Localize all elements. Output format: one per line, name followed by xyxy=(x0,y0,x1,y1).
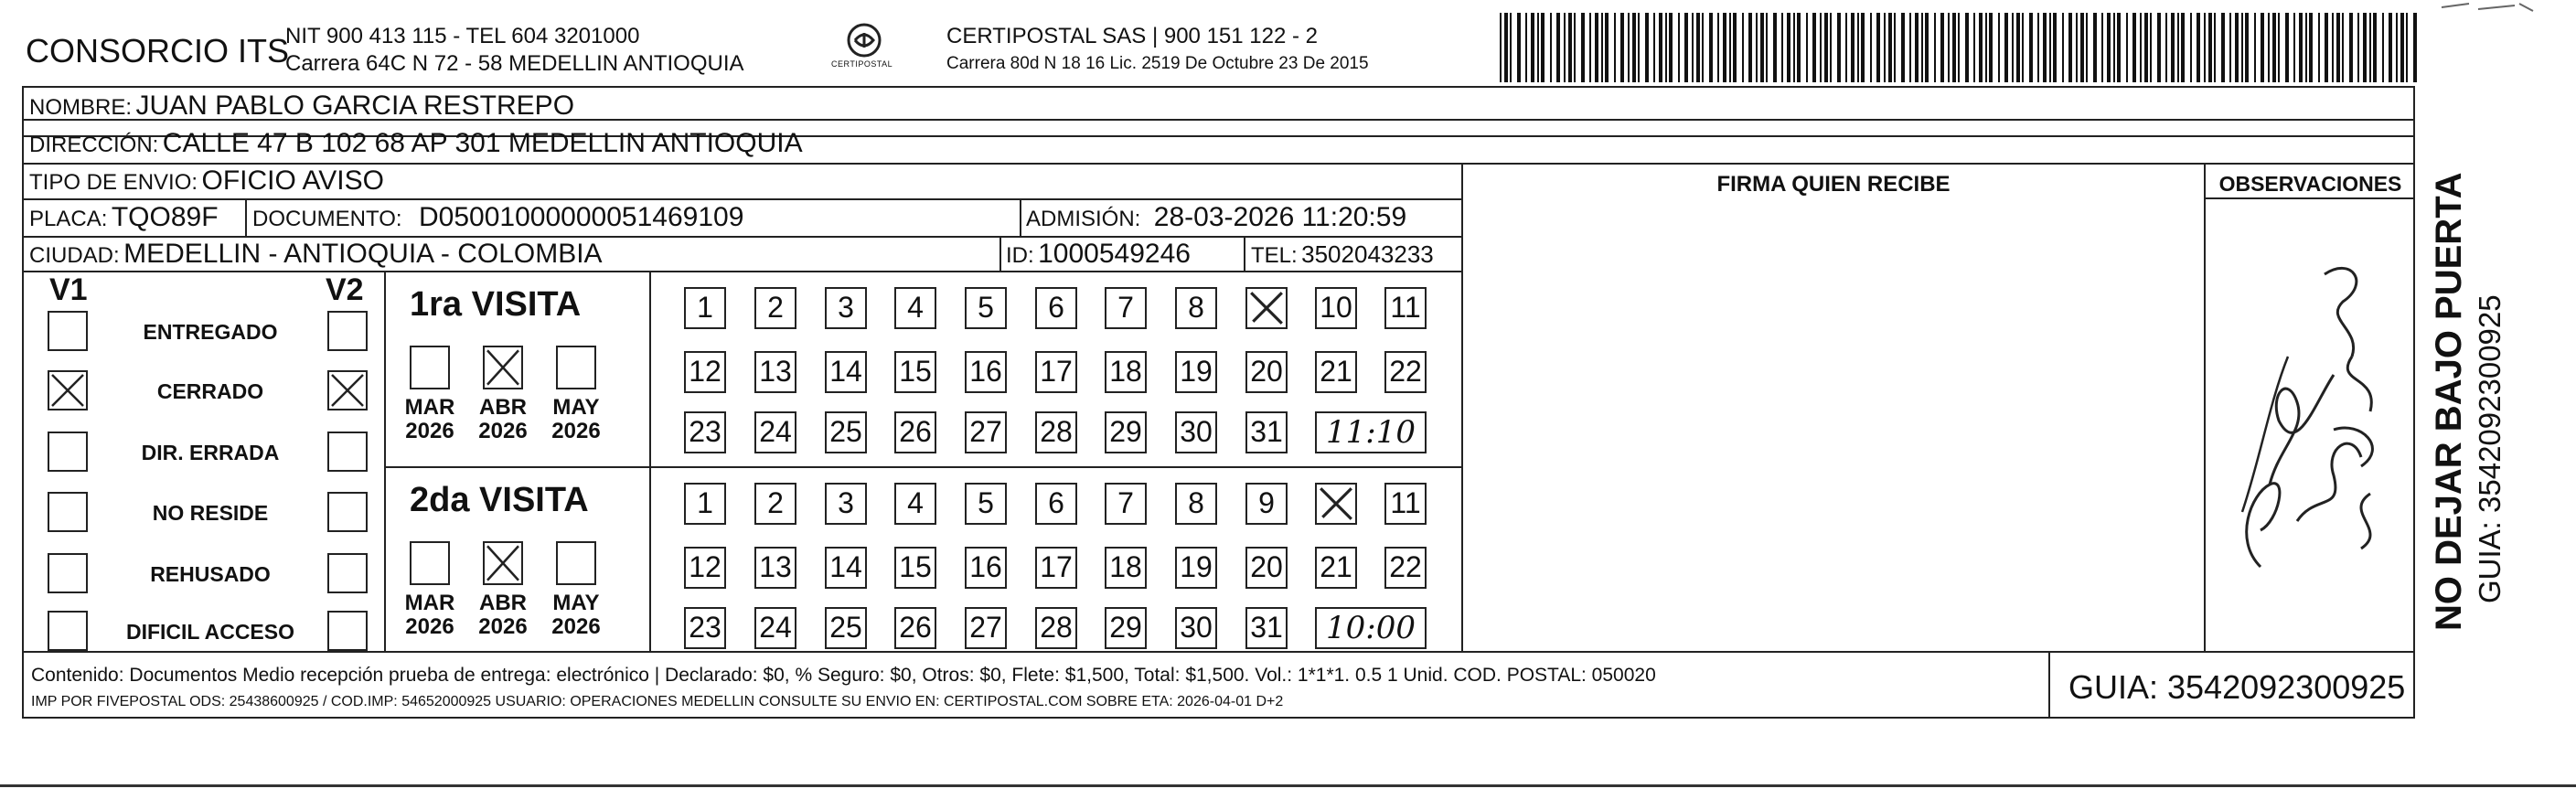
tel-value: 3502043233 xyxy=(1301,240,1434,268)
day-cell[interactable]: 17 xyxy=(1035,351,1077,393)
nombre-label: NOMBRE: xyxy=(29,95,133,120)
day-cell[interactable]: 10 xyxy=(1315,287,1357,329)
day-cell[interactable]: 15 xyxy=(894,351,936,393)
observaciones-header: OBSERVACIONES xyxy=(2218,172,2402,196)
status-v2-checkbox[interactable] xyxy=(327,311,368,351)
visit-time: 10:00 xyxy=(1326,610,1416,646)
status-v1-checkbox[interactable] xyxy=(48,611,88,651)
status-v1-checkbox[interactable] xyxy=(48,370,88,410)
day-cell[interactable]: 5 xyxy=(965,483,1007,525)
day-cell[interactable]: 25 xyxy=(825,411,867,453)
month-year: 2026 xyxy=(405,614,454,639)
side-warning: NO DEJAR BAJO PUERTA xyxy=(2429,172,2469,631)
day-cell[interactable]: 9 xyxy=(1245,483,1288,525)
day-cell[interactable]: 1 xyxy=(684,287,726,329)
month-year: 2026 xyxy=(478,419,528,443)
admision-value: 28-03-2026 11:20:59 xyxy=(1153,202,1407,232)
day-cell[interactable]: 4 xyxy=(894,483,936,525)
day-cell[interactable]: 22 xyxy=(1384,547,1427,589)
direccion-value: CALLE 47 B 102 68 AP 301 MEDELLIN ANTIOQUIA xyxy=(162,128,803,158)
day-cell[interactable]: 8 xyxy=(1175,287,1217,329)
visit-time: 11:10 xyxy=(1326,414,1416,451)
side-guia: GUIA: 3542092300925 xyxy=(2473,294,2507,603)
month-year: 2026 xyxy=(551,614,601,639)
day-cell[interactable]: 15 xyxy=(894,547,936,589)
day-cell[interactable]: 14 xyxy=(825,547,867,589)
month-year: 2026 xyxy=(405,419,454,443)
day-cell[interactable]: 18 xyxy=(1105,547,1147,589)
status-v1-checkbox[interactable] xyxy=(48,553,88,593)
v1-header: V1 xyxy=(49,272,88,307)
footer-guia: GUIA: 3542092300925 xyxy=(2068,668,2406,706)
day-cell[interactable]: 16 xyxy=(965,351,1007,393)
check-mark-icon xyxy=(485,543,521,583)
v2-header: V2 xyxy=(326,272,364,307)
day-cell[interactable]: 26 xyxy=(894,607,936,649)
firma-area[interactable] xyxy=(1463,201,2202,649)
scan-marks xyxy=(2432,0,2542,18)
day-cell[interactable]: 20 xyxy=(1245,351,1288,393)
month-checkbox[interactable] xyxy=(483,346,523,389)
status-v1-checkbox[interactable] xyxy=(48,432,88,472)
check-mark-icon xyxy=(329,372,366,409)
month-checkbox[interactable] xyxy=(410,346,450,389)
month-checkbox[interactable] xyxy=(483,541,523,585)
month-year: 2026 xyxy=(551,419,601,443)
month-checkbox[interactable] xyxy=(410,541,450,585)
day-cell[interactable]: 6 xyxy=(1035,483,1077,525)
status-label: REHUSADO xyxy=(150,562,271,586)
certipostal-logo xyxy=(828,20,901,75)
day-cell[interactable]: 30 xyxy=(1175,411,1217,453)
month-label: MAR xyxy=(404,591,455,615)
day-cell[interactable]: 3 xyxy=(825,483,867,525)
month-year: 2026 xyxy=(478,614,528,639)
month-label: MAY xyxy=(552,591,600,615)
status-v1-checkbox[interactable] xyxy=(48,492,88,532)
visit-title: 2da VISITA xyxy=(410,481,589,519)
day-cell[interactable] xyxy=(1245,287,1288,329)
day-cell[interactable]: 19 xyxy=(1175,547,1217,589)
day-cell[interactable]: 17 xyxy=(1035,547,1077,589)
status-v2-checkbox[interactable] xyxy=(327,553,368,593)
status-v2-checkbox[interactable] xyxy=(327,611,368,651)
day-cell[interactable]: 8 xyxy=(1175,483,1217,525)
certipostal-line1: CERTIPOSTAL SAS | 900 151 122 - 2 xyxy=(946,24,1318,48)
day-cell[interactable]: 1 xyxy=(684,483,726,525)
check-mark-icon xyxy=(485,347,521,388)
day-cell[interactable]: 14 xyxy=(825,351,867,393)
status-label: DIR. ERRADA xyxy=(141,441,280,464)
day-cell[interactable]: 6 xyxy=(1035,287,1077,329)
observaciones-signature xyxy=(2206,219,2414,640)
day-cell[interactable]: 22 xyxy=(1384,351,1427,393)
day-cell[interactable]: 18 xyxy=(1105,351,1147,393)
day-cell[interactable]: 13 xyxy=(754,351,796,393)
day-cell[interactable]: 24 xyxy=(754,607,796,649)
visit-title: 1ra VISITA xyxy=(410,285,582,324)
month-label: MAR xyxy=(404,395,455,420)
day-cell[interactable]: 4 xyxy=(894,287,936,329)
ciudad-label: CIUDAD: xyxy=(29,243,120,268)
status-label: ENTREGADO xyxy=(143,320,278,344)
day-cell[interactable]: 23 xyxy=(684,411,726,453)
day-cell[interactable]: 12 xyxy=(684,547,726,589)
day-cell[interactable] xyxy=(1315,483,1357,525)
status-label: DIFICIL ACCESO xyxy=(125,620,294,644)
day-cell[interactable]: 7 xyxy=(1105,483,1147,525)
day-cell[interactable]: 31 xyxy=(1245,607,1288,649)
day-cell[interactable]: 12 xyxy=(684,351,726,393)
id-value: 1000549246 xyxy=(1038,239,1191,269)
time-box[interactable] xyxy=(1315,607,1427,649)
month-label: MAY xyxy=(552,395,600,420)
day-cell[interactable]: 24 xyxy=(754,411,796,453)
certipostal-line2: Carrera 80d N 18 16 Lic. 2519 De Octubre 23 De 2015 xyxy=(946,54,1369,73)
status-v2-checkbox[interactable] xyxy=(327,432,368,472)
status-v2-checkbox[interactable] xyxy=(327,370,368,410)
day-cell[interactable]: 11 xyxy=(1384,483,1427,525)
status-v2-checkbox[interactable] xyxy=(327,492,368,532)
firma-header: FIRMA QUIEN RECIBE xyxy=(1716,172,1951,197)
documento-label: DOCUMENTO: xyxy=(252,207,402,231)
logo-text: CERTIPOSTAL xyxy=(831,59,893,69)
nombre-value: JUAN PABLO GARCIA RESTREPO xyxy=(135,91,575,121)
day-cell[interactable]: 27 xyxy=(965,607,1007,649)
status-v1-checkbox[interactable] xyxy=(48,311,88,351)
check-mark-icon xyxy=(49,372,86,409)
status-label: NO RESIDE xyxy=(152,501,269,525)
day-cell[interactable]: 11 xyxy=(1384,287,1427,329)
day-cell[interactable]: 31 xyxy=(1245,411,1288,453)
day-cell[interactable]: 19 xyxy=(1175,351,1217,393)
day-cell[interactable]: 28 xyxy=(1035,411,1077,453)
day-cell[interactable]: 27 xyxy=(965,411,1007,453)
direccion-label: DIRECCIÓN: xyxy=(29,133,159,157)
check-mark-icon xyxy=(1247,289,1286,327)
day-cell[interactable]: 13 xyxy=(754,547,796,589)
day-cell[interactable]: 20 xyxy=(1245,547,1288,589)
footer-line1: Contenido: Documentos Medio recepción prueba de entrega: electrónico | Declarado: $0, % Seguro: $0, Otros: $0, Flete: $1,500, Total: $1,500. Vol.: 1*1*1. 0.5 1 Unid. COD. POSTAL: 050020 xyxy=(31,665,1656,686)
placa-label: PLACA: xyxy=(29,207,108,231)
day-cell[interactable]: 2 xyxy=(754,287,796,329)
time-box[interactable] xyxy=(1315,411,1427,453)
footer-line2: IMP POR FIVEPOSTAL ODS: 25438600925 / COD.IMP: 54652000925 USUARIO: OPERACIONES MEDELLIN CONSULTE SU ENVIO EN: CERTIPOSTAL.COM SOBRE ETA: 2026-04-01 D+2 xyxy=(31,694,1284,709)
company-name: CONSORCIO ITS xyxy=(26,32,290,69)
tel-label: TEL: xyxy=(1251,243,1298,268)
day-cell[interactable]: 3 xyxy=(825,287,867,329)
day-cell[interactable]: 2 xyxy=(754,483,796,525)
day-cell[interactable]: 7 xyxy=(1105,287,1147,329)
placa-value: TQO89F xyxy=(111,202,219,232)
id-label: ID: xyxy=(1006,243,1034,268)
month-label: ABR xyxy=(479,395,527,420)
tipo-value: OFICIO AVISO xyxy=(201,165,384,196)
day-cell[interactable]: 23 xyxy=(684,607,726,649)
day-cell[interactable]: 28 xyxy=(1035,607,1077,649)
month-checkbox[interactable] xyxy=(556,541,596,585)
month-checkbox[interactable] xyxy=(556,346,596,389)
day-cell[interactable]: 29 xyxy=(1105,411,1147,453)
day-cell[interactable]: 16 xyxy=(965,547,1007,589)
barcode xyxy=(1500,13,2419,82)
day-cell[interactable]: 29 xyxy=(1105,607,1147,649)
day-cell[interactable]: 25 xyxy=(825,607,867,649)
day-cell[interactable]: 30 xyxy=(1175,607,1217,649)
status-label: CERRADO xyxy=(156,379,264,403)
company-address: Carrera 64C N 72 - 58 MEDELLIN ANTIOQUIA xyxy=(285,51,744,76)
check-mark-icon xyxy=(1317,485,1355,523)
admision-label: ADMISIÓN: xyxy=(1026,207,1141,231)
nit-line: NIT 900 413 115 - TEL 604 3201000 xyxy=(285,24,640,48)
month-label: ABR xyxy=(479,591,527,615)
day-cell[interactable]: 5 xyxy=(965,287,1007,329)
ciudad-value: MEDELLIN - ANTIOQUIA - COLOMBIA xyxy=(123,239,603,269)
day-cell[interactable]: 21 xyxy=(1315,547,1357,589)
day-cell[interactable]: 26 xyxy=(894,411,936,453)
day-cell[interactable]: 21 xyxy=(1315,351,1357,393)
documento-value: D05001000000051469109 xyxy=(419,202,744,232)
tipo-label: TIPO DE ENVIO: xyxy=(29,170,198,195)
